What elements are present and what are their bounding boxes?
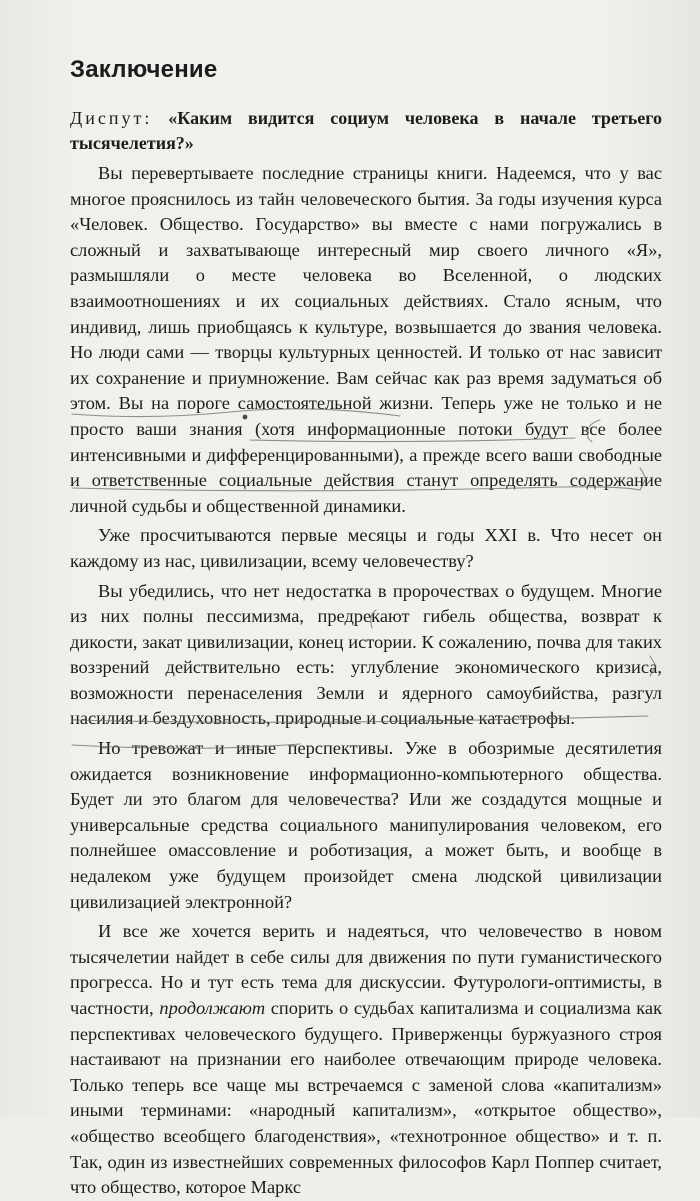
chapter-heading: Заключение (70, 56, 218, 83)
paragraph-5 (70, 919, 662, 1201)
paragraph-2: Уже просчитываются первые месяцы и годы XXI в. Что несет он каждому из нас, цивилизации, всему человечеству? (70, 525, 662, 571)
paragraph-5-emphasis: продолжают (159, 998, 266, 1018)
paragraph-3: Вы убедились, что нет недостатка в пророчествах о будущем. Многие из них полны пессимизма, предрекают гибель общества, возврат к дикости, закат цивилизации, конец истории. К сожалению, почва для таких воззрений действительно есть: углубление экономического кризиса, возможности перенаселения Земли и ядерного самоубийства, разгул насилия и бездуховность, природные и социальные катастрофы. (70, 580, 662, 729)
paragraph-5-start: И все же хочется верить и надеяться, что человечество в новом тысячелетии найдет в себе силы для движения по пути гуманистического прогресса. Но и тут есть тема для дискуссии. Футурологи-оптимисты, в частности, (70, 921, 662, 1018)
dispute-label: Диспут: (70, 108, 153, 128)
dispute-title: «Каким видится социум человека в начале третьего тысячелетия?» (70, 108, 663, 153)
paragraph-1: Вы перевертываете последние страницы книги. Надеемся, что у вас многое прояснилось из тайн человеческого бытия. За годы изучения курса «Человек. Общество. Государство» вы вместе с нами погружались в сложный и захватывающе интересный мир своего личного «Я», размышляли о месте человека во Вселенной, о людских взаимоотношениях и их социальных действиях. Стало ясным, что индивид, лишь приобщаясь к культуре, возвышается до звания человека. Но люди сами — творцы культурных ценностей. И только от нас зависит их сохранение и приумножение. Вам сейчас как раз время задуматься об этом. Вы на пороге самостоятельной жизни. Теперь уже не только и не просто ваши знания (хотя информационные потоки будут все более интенсивными и дифференцированными), а прежде всего ваши свободные и ответственные социальные действия станут определять содержание личной судьбы и общественной динамики. (70, 163, 662, 516)
paragraph-4: Но тревожат и иные перспективы. Уже в обозримые десятилетия ожидается возникновение информационно-компьютерного общества. Будет ли это благом для человечества? Или же создадутся мощные и универсальные средства социального манипулирования человеком, его полнейшее омассовление и роботизация, а может быть, и вообще в недалеком уже будущем произойдет смена людской цивилизации цивилизацией электронной? (70, 738, 662, 912)
paragraph-5-end: спорить о судьбах капитализма и социализма как перспективах человеческого будущего. Приверженцы буржуазного строя настаивают на признании его наиболее отвечающим природе человека. Только теперь все чаще мы встречаемся с заменой слова «капитализм» иными терминами: «народный капитализм», «открытое общество», «общество всеобщего благоденствия», «технотронное общество» и т. п. Так, один из известнейших современных философов Карл Поппер считает, что общество, которое Маркс (70, 998, 663, 1198)
dispute-line (70, 106, 662, 156)
